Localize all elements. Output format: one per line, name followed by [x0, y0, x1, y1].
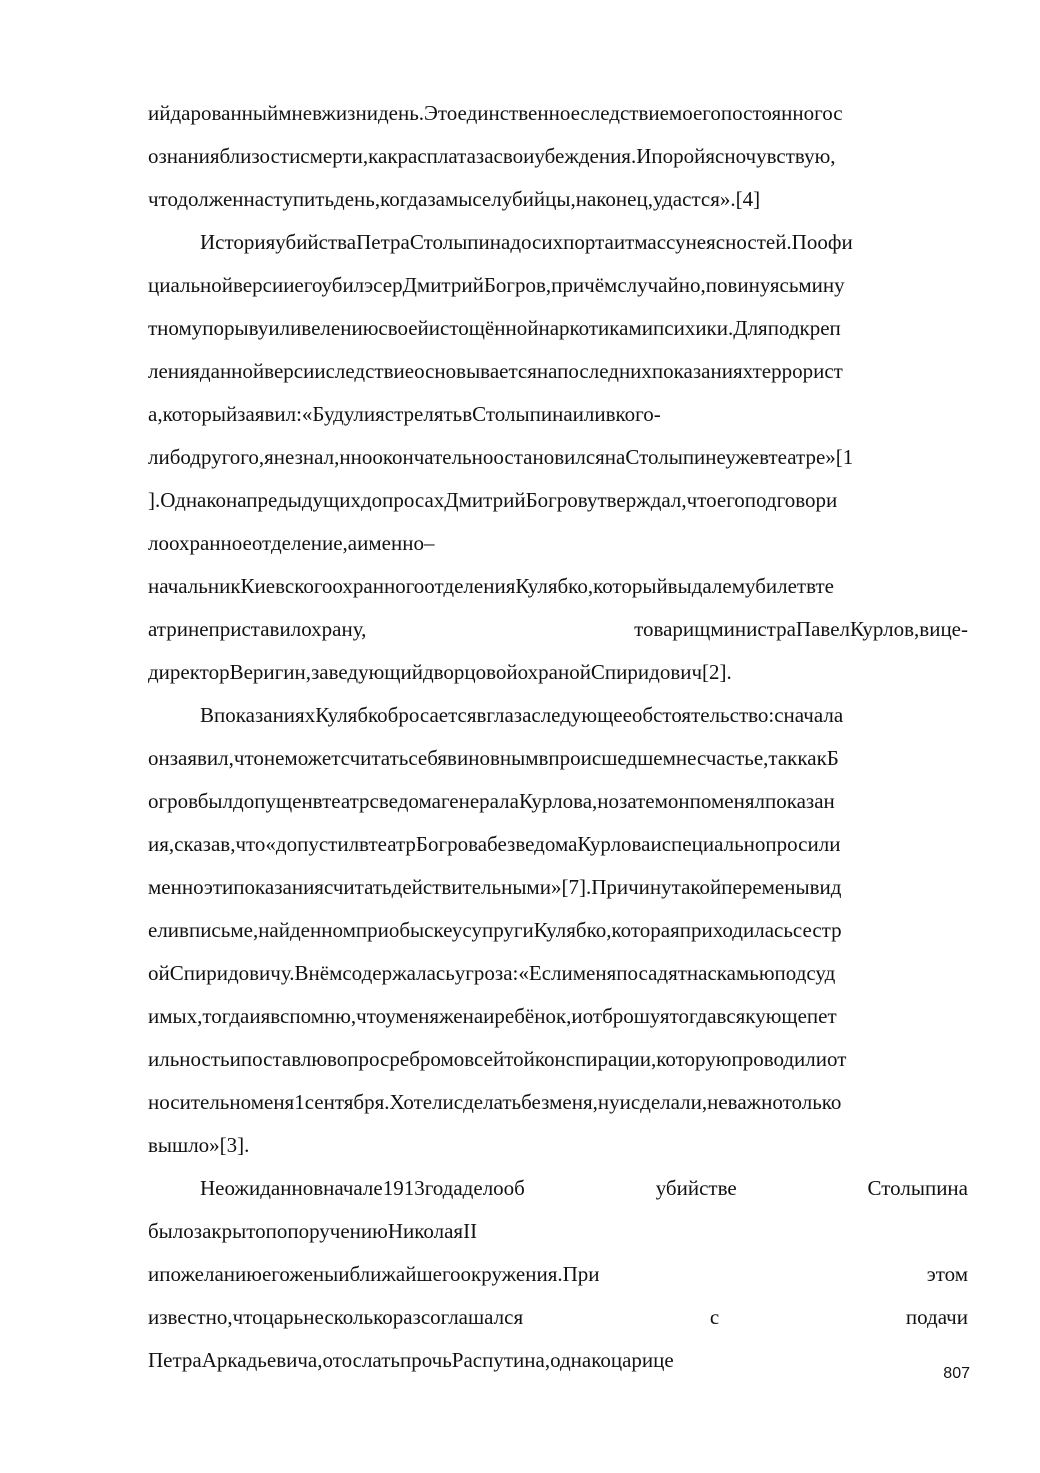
text-segment: этом: [926, 1262, 968, 1286]
text-line: начальникКиевскогоохранногоотделенияКулябко,которыйвыдалемубилетвте: [148, 574, 834, 598]
text-line: онзаявил,чтонеможетсчитатьсебявиновнымвпроисшедшемнесчастье,таккакБ: [148, 746, 839, 770]
text-segment: подачи: [905, 1305, 968, 1329]
text-segment: с: [709, 1305, 720, 1329]
text-line: директорВеригин,заведующийдворцовойохранойСпиридович[2].: [148, 660, 732, 684]
text-segment: ипожеланиюегоженыиближайшегоокружения.При: [148, 1262, 600, 1286]
text-line: вышло»[3].: [148, 1133, 250, 1157]
text-segment: товарищминистраПавелКурлов,вице-: [634, 617, 968, 641]
text-line: имых,тогдаиявспомню,чтоуменяженаиребёнок,иотброшуятогдавсякующепет: [148, 1004, 837, 1028]
text-line-justified: [148, 1304, 968, 1330]
text-line: носительноменя1сентября.Хотелисделатьбезменя,нуисделали,неважнотолько: [148, 1090, 842, 1114]
text-segment: Неожиданновначале1913годаделооб: [200, 1176, 525, 1200]
page-number: 807: [943, 1365, 970, 1382]
text-line: ийдарованныймневжизнидень.Этоединственноеследствиемоегопостоянногос: [148, 101, 843, 125]
text-line: ПетраАркадьевича,отослатьпрочьРаспутина,однакоцарице: [148, 1348, 674, 1372]
text-line: тномупорывуиливелениюсвоейистощённойнаркотикамипсихики.Дляподкреп: [148, 316, 841, 340]
text-line: ойСпиридовичу.Внёмсодержаласьугроза:«Еслименяпосадятнаскамьюподсуд: [148, 961, 836, 985]
text-line: менноэтипоказаниясчитатьдействительными»[7].Причинутакойпеременывид: [148, 875, 842, 899]
text-line: лоохранноеотделение,аименно–: [148, 531, 435, 555]
text-line: чтодолженнаступитьдень,когдазамыселубийцы,наконец,удастся».[4]: [148, 187, 761, 211]
text-segment: убийстве: [655, 1176, 737, 1200]
text-line: ].ОднаконапредыдущихдопросахДмитрийБогровутверждал,чтоегоподговори: [148, 488, 838, 512]
text-segment: атринеприставилохрану,: [148, 617, 367, 641]
text-line: еливписьме,найденномприобыскеусупругиКулябко,котораяприходиласьсестр: [148, 918, 842, 942]
text-line-justified: [148, 1261, 968, 1287]
text-line: ильностьипоставлювопросребромовсейтойконспирации,которуюпроводилиот: [148, 1047, 847, 1071]
text-segment: известно,чтоцарьнесколькоразсоглашался: [148, 1305, 524, 1329]
text-line: ия,сказав,что«допустилвтеатрБогровабезведомаКурловаиспециальнопросили: [148, 832, 841, 856]
text-line: циальнойверсииегоубилэсерДмитрийБогров,причёмслучайно,повинуясьмину: [148, 273, 845, 297]
text-line: ленияданнойверсииследствиеосновываетсянапоследнихпоказанияхтеррорист: [148, 359, 843, 383]
text-line: огровбылдопущенвтеатрсведомагенералаКурлова,нозатемонпоменялпоказан: [148, 789, 835, 813]
paragraph-first-line: ВпоказанияхКулябкобросаетсявглазаследующееобстоятельство:сначала: [200, 703, 844, 727]
text-segment: Столыпина: [867, 1176, 968, 1200]
paragraph-first-line: ИсторияубийстваПетраСтолыпинадосихпортаитмассунеясностей.Поофи: [200, 230, 853, 254]
text-line: ознанияблизостисмерти,какрасплатазасвоиубеждения.Ипоройясночувствую,: [148, 144, 836, 168]
text-line-justified: [148, 616, 968, 642]
text-line: былозакрытопопоручениюНиколаяII: [148, 1219, 478, 1243]
text-line: а,которыйзаявил:«БудулиястрелятьвСтолыпинаиливкого-: [148, 402, 661, 426]
paragraph-first-line: [200, 1175, 968, 1201]
text-line: либодругого,янезнал,нноокончательноостановилсянаСтолыпинеужевтеатре»[1: [148, 445, 854, 469]
